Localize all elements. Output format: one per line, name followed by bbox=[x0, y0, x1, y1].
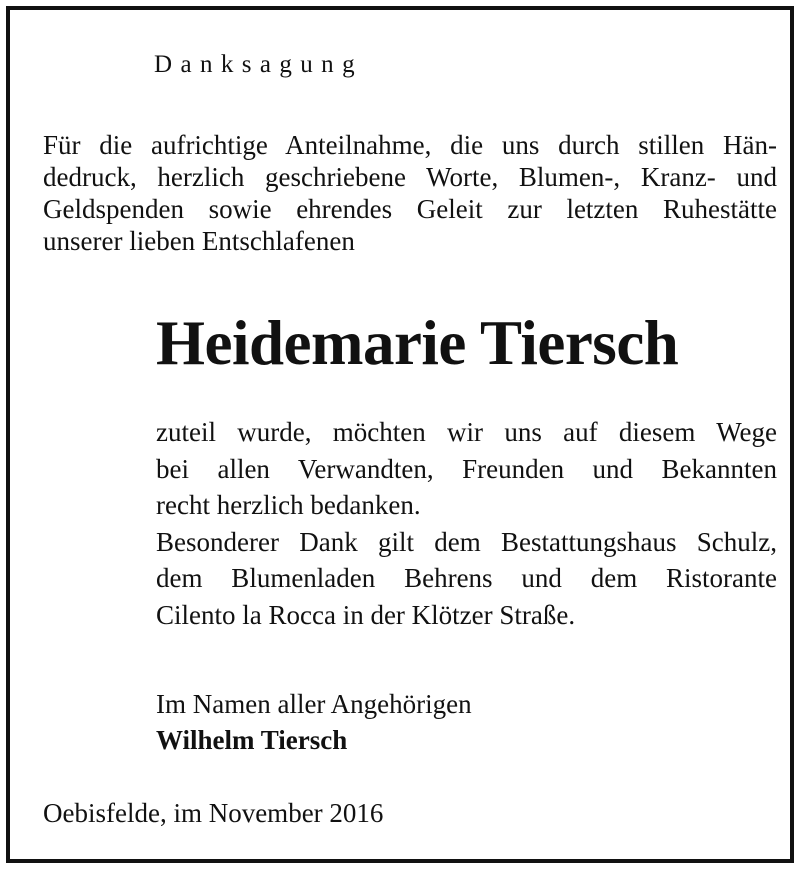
intro-line: unserer lieben Entschlafenen bbox=[43, 226, 355, 256]
body-line: recht herzlich bedanken. bbox=[156, 490, 421, 520]
signoff-block bbox=[156, 686, 472, 758]
place-date: Oebisfelde, im November 2016 bbox=[43, 798, 384, 828]
notice-frame bbox=[6, 6, 794, 863]
body-line: Cilento la Rocca in der Klötzer Straße. bbox=[156, 599, 576, 630]
body-paragraph bbox=[156, 414, 777, 633]
body-line: bei allen Verwandten, Freunden und Bekannten bbox=[156, 453, 777, 484]
deceased-name: Heidemarie Tiersch bbox=[156, 308, 679, 378]
signer-name: Wilhelm Tiersch bbox=[156, 725, 348, 755]
intro-paragraph bbox=[43, 129, 777, 257]
body-line: dem Blumenladen Behrens und dem Ristorante bbox=[156, 563, 777, 593]
notice-heading: Danksagung bbox=[154, 51, 363, 78]
intro-line: dedruck, herzlich geschriebene Worte, Blumen-, Kranz- und bbox=[43, 162, 777, 192]
body-line: Besonderer Dank gilt dem Bestattungshaus Schulz, bbox=[156, 526, 777, 557]
signoff-label: Im Namen aller Angehörigen bbox=[156, 689, 472, 719]
intro-line: Geldspenden sowie ehrendes Geleit zur letzten Ruhestätte bbox=[43, 194, 777, 224]
body-line: zuteil wurde, möchten wir uns auf diesem Wege bbox=[156, 417, 777, 447]
intro-line: Für die aufrichtige Anteilnahme, die uns durch stillen Hän- bbox=[43, 130, 777, 160]
